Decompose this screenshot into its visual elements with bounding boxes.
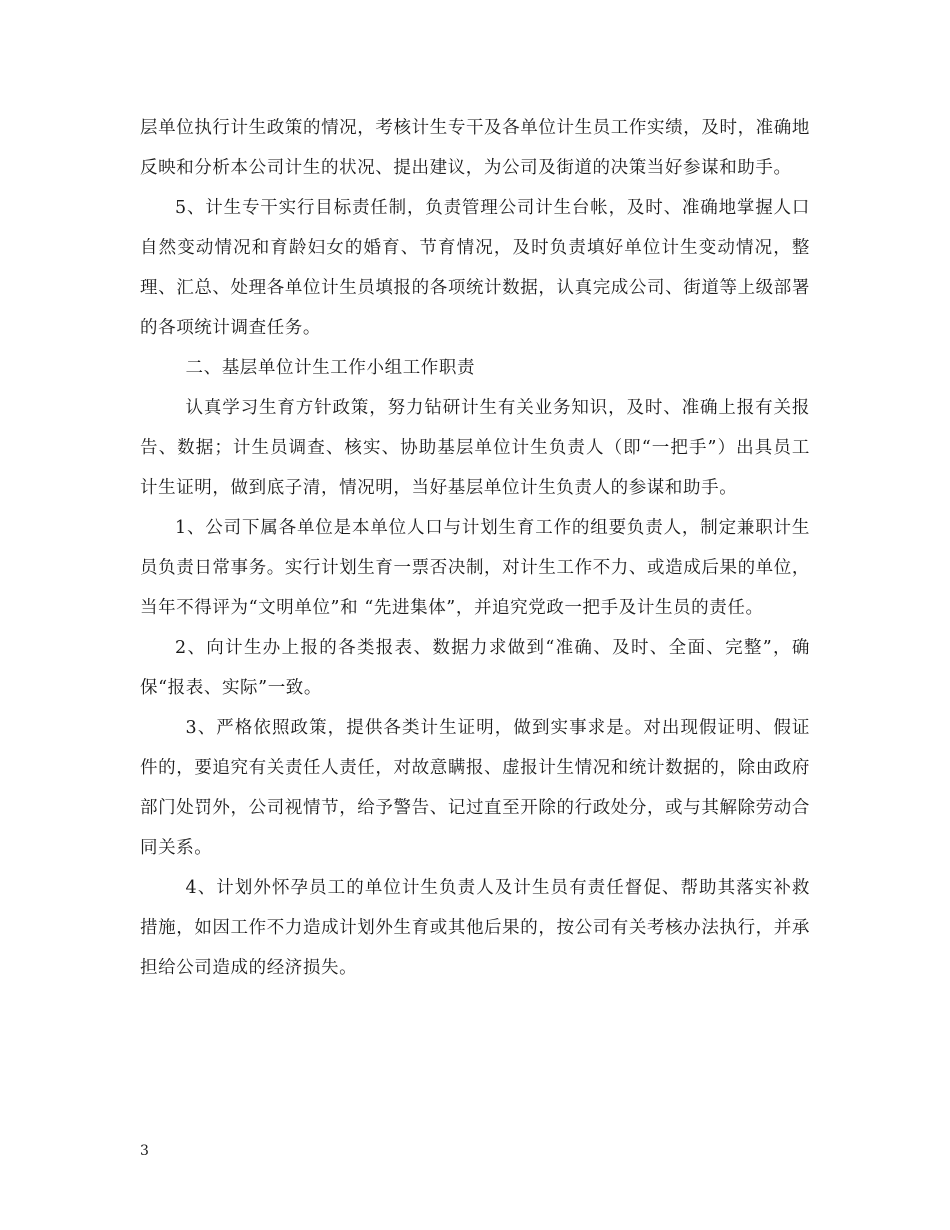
- paragraph-item-2: 2、向计生办上报的各类报表、数据力求做到“准确、及时、全面、完整”，确保“报表、实际”一致。: [140, 638, 810, 698]
- paragraph-item-3: 3、严格依照政策，提供各类计生证明，做到实事求是。对出现假证明、假证件的，要追究有关责任人责任，对故意瞒报、虚报计生情况和统计数据的，除由政府部门处罚外，公司视情节，给予警告、记过直至开除的行政处分，或与其解除劳动合同关系。: [140, 718, 810, 858]
- section-heading: 二、基层单位计生工作小组工作职责: [185, 358, 476, 378]
- paragraph-item-5: 5、计生专干实行目标责任制，负责管理公司计生台帐，及时、准确地掌握人口自然变动情况和育龄妇女的婚育、节育情况，及时负责填好单位计生变动情况，整理、汇总、处理各单位计生员填报的各项统计数据，认真完成公司、街道等上级部署的各项统计调查任务。: [140, 198, 810, 338]
- paragraph-item-4: 4、计划外怀孕员工的单位计生负责人及计生员有责任督促、帮助其落实补救措施，如因工作不力造成计划外生育或其他后果的，按公司有关考核办法执行，并承担给公司造成的经济损失。: [140, 878, 810, 978]
- paragraph-item-1: 1、公司下属各单位是本单位人口与计划生育工作的组要负责人，制定兼职计生员负责日常事务。实行计划生育一票否决制，对计生工作不力、或造成后果的单位，当年不得评为“文明单位”和 “先进集体”，并追究党政一把手及计生员的责任。: [140, 518, 810, 618]
- document-body: [140, 108, 810, 988]
- paragraph-continuation: 层单位执行计生政策的情况，考核计生专干及各单位计生员工作实绩，及时，准确地反映和分析本公司计生的状况、提出建议，为公司及街道的决策当好参谋和助手。: [140, 118, 810, 178]
- page-number: 3: [140, 1143, 149, 1159]
- paragraph-section-intro: 认真学习生育方针政策，努力钻研计生有关业务知识，及时、准确上报有关报告、数据；计生员调查、核实、协助基层单位计生负责人（即“一把手”）出具员工计生证明，做到底子清，情况明，当好基层单位计生负责人的参谋和助手。: [140, 398, 810, 498]
